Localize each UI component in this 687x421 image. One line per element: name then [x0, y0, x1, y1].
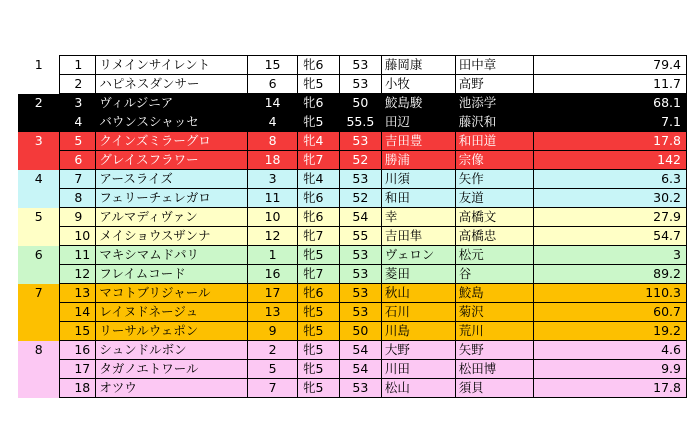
horse-name-cell: マキシマムドパリ — [96, 246, 248, 265]
sex-age-cell: 牝7 — [297, 227, 339, 246]
horse-name-cell: リーサルウェポン — [96, 322, 248, 341]
trainer-cell: 田中章 — [455, 56, 533, 75]
carried-weight-cell: 50 — [339, 322, 381, 341]
odds-cell: 9.9 — [533, 360, 686, 379]
odds-cell: 54.7 — [533, 227, 686, 246]
horse-number-cell: 5 — [60, 132, 96, 151]
odds-cell: 11.7 — [533, 75, 686, 94]
trainer-cell: 宗像 — [455, 151, 533, 170]
horse-name-cell: シュンドルボン — [96, 341, 248, 360]
popularity-cell: 3 — [248, 170, 298, 189]
race-entry-table — [18, 55, 687, 398]
carried-weight-cell: 54 — [339, 208, 381, 227]
gate-number — [18, 303, 60, 322]
jockey-cell: 川島 — [381, 322, 455, 341]
jockey-cell: 吉田隼 — [381, 227, 455, 246]
popularity-cell: 13 — [248, 303, 298, 322]
carried-weight-cell: 53 — [339, 379, 381, 398]
odds-cell: 6.3 — [533, 170, 686, 189]
horse-name-cell: グレイスフラワー — [96, 151, 248, 170]
horse-name-cell: マコトブリジャール — [96, 284, 248, 303]
horse-name-cell: フレイムコード — [96, 265, 248, 284]
odds-cell: 79.4 — [533, 56, 686, 75]
odds-cell: 19.2 — [533, 322, 686, 341]
table-row — [18, 227, 687, 246]
gate-number — [18, 322, 60, 341]
jockey-cell: 川須 — [381, 170, 455, 189]
table-row — [18, 360, 687, 379]
jockey-cell: 菱田 — [381, 265, 455, 284]
table-row — [18, 189, 687, 208]
gate-number: 8 — [18, 341, 60, 360]
sex-age-cell: 牝6 — [297, 284, 339, 303]
odds-cell: 4.6 — [533, 341, 686, 360]
gate-number — [18, 379, 60, 398]
table-row — [18, 56, 687, 75]
gate-number: 4 — [18, 170, 60, 189]
sex-age-cell: 牝5 — [297, 341, 339, 360]
horse-name-cell: ヴィルジニア — [96, 94, 248, 113]
horse-number-cell: 15 — [60, 322, 96, 341]
jockey-cell: 小牧 — [381, 75, 455, 94]
sex-age-cell: 牝6 — [297, 189, 339, 208]
carried-weight-cell: 53 — [339, 132, 381, 151]
race-entry-table-body — [18, 56, 687, 398]
horse-name-cell: リメインサイレント — [96, 56, 248, 75]
jockey-cell: 幸 — [381, 208, 455, 227]
horse-number-cell: 3 — [60, 94, 96, 113]
jockey-cell: 鮫島駿 — [381, 94, 455, 113]
horse-number-cell: 7 — [60, 170, 96, 189]
gate-number — [18, 151, 60, 170]
table-row — [18, 341, 687, 360]
gate-number: 6 — [18, 246, 60, 265]
table-row — [18, 284, 687, 303]
carried-weight-cell: 53 — [339, 56, 381, 75]
gate-number — [18, 113, 60, 132]
sex-age-cell: 牝7 — [297, 151, 339, 170]
sex-age-cell: 牝6 — [297, 208, 339, 227]
gate-number: 2 — [18, 94, 60, 113]
trainer-cell: 和田道 — [455, 132, 533, 151]
horse-name-cell: クインズミラーグロ — [96, 132, 248, 151]
trainer-cell: 藤沢和 — [455, 113, 533, 132]
trainer-cell: 高橋文 — [455, 208, 533, 227]
jockey-cell: 田辺 — [381, 113, 455, 132]
gate-number — [18, 265, 60, 284]
horse-name-cell: フェリーチェレガロ — [96, 189, 248, 208]
table-row — [18, 132, 687, 151]
gate-number: 5 — [18, 208, 60, 227]
sex-age-cell: 牝5 — [297, 246, 339, 265]
horse-number-cell: 11 — [60, 246, 96, 265]
table-row — [18, 151, 687, 170]
popularity-cell: 9 — [248, 322, 298, 341]
sex-age-cell: 牝4 — [297, 132, 339, 151]
carried-weight-cell: 55 — [339, 227, 381, 246]
trainer-cell: 高野 — [455, 75, 533, 94]
horse-number-cell: 14 — [60, 303, 96, 322]
trainer-cell: 荒川 — [455, 322, 533, 341]
trainer-cell: 高橋忠 — [455, 227, 533, 246]
trainer-cell: 松元 — [455, 246, 533, 265]
odds-cell: 60.7 — [533, 303, 686, 322]
horse-name-cell: アースライズ — [96, 170, 248, 189]
odds-cell: 17.8 — [533, 132, 686, 151]
popularity-cell: 2 — [248, 341, 298, 360]
odds-cell: 89.2 — [533, 265, 686, 284]
jockey-cell: 吉田豊 — [381, 132, 455, 151]
carried-weight-cell: 53 — [339, 303, 381, 322]
sex-age-cell: 牝6 — [297, 94, 339, 113]
popularity-cell: 6 — [248, 75, 298, 94]
horse-name-cell: バウンスシャッセ — [96, 113, 248, 132]
odds-cell: 17.8 — [533, 379, 686, 398]
popularity-cell: 18 — [248, 151, 298, 170]
horse-name-cell: タガノエトワール — [96, 360, 248, 379]
carried-weight-cell: 54 — [339, 360, 381, 379]
trainer-cell: 須貝 — [455, 379, 533, 398]
carried-weight-cell: 53 — [339, 75, 381, 94]
gate-number — [18, 360, 60, 379]
table-row — [18, 170, 687, 189]
popularity-cell: 7 — [248, 379, 298, 398]
horse-name-cell: アルマディヴァン — [96, 208, 248, 227]
popularity-cell: 8 — [248, 132, 298, 151]
carried-weight-cell: 53 — [339, 246, 381, 265]
sex-age-cell: 牝5 — [297, 303, 339, 322]
sex-age-cell: 牝5 — [297, 75, 339, 94]
popularity-cell: 17 — [248, 284, 298, 303]
horse-name-cell: メイショウスザンナ — [96, 227, 248, 246]
carried-weight-cell: 54 — [339, 341, 381, 360]
horse-name-cell: レイヌドネージュ — [96, 303, 248, 322]
horse-number-cell: 9 — [60, 208, 96, 227]
sex-age-cell: 牝5 — [297, 322, 339, 341]
horse-name-cell: ハピネスダンサー — [96, 75, 248, 94]
horse-number-cell: 17 — [60, 360, 96, 379]
horse-name-cell: オツウ — [96, 379, 248, 398]
table-row — [18, 265, 687, 284]
horse-number-cell: 4 — [60, 113, 96, 132]
sex-age-cell: 牝5 — [297, 113, 339, 132]
jockey-cell: 川田 — [381, 360, 455, 379]
sex-age-cell: 牝7 — [297, 265, 339, 284]
horse-number-cell: 6 — [60, 151, 96, 170]
popularity-cell: 11 — [248, 189, 298, 208]
horse-number-cell: 18 — [60, 379, 96, 398]
trainer-cell: 谷 — [455, 265, 533, 284]
carried-weight-cell: 53 — [339, 265, 381, 284]
popularity-cell: 4 — [248, 113, 298, 132]
horse-number-cell: 1 — [60, 56, 96, 75]
table-row — [18, 208, 687, 227]
sex-age-cell: 牝6 — [297, 56, 339, 75]
table-row — [18, 94, 687, 113]
trainer-cell: 池添学 — [455, 94, 533, 113]
popularity-cell: 5 — [248, 360, 298, 379]
sex-age-cell: 牝4 — [297, 170, 339, 189]
trainer-cell: 菊沢 — [455, 303, 533, 322]
popularity-cell: 16 — [248, 265, 298, 284]
odds-cell: 68.1 — [533, 94, 686, 113]
horse-number-cell: 12 — [60, 265, 96, 284]
gate-number — [18, 189, 60, 208]
gate-number: 1 — [18, 56, 60, 75]
table-row — [18, 113, 687, 132]
popularity-cell: 15 — [248, 56, 298, 75]
jockey-cell: ヴェロン — [381, 246, 455, 265]
carried-weight-cell: 52 — [339, 151, 381, 170]
horse-number-cell: 13 — [60, 284, 96, 303]
jockey-cell: 松山 — [381, 379, 455, 398]
jockey-cell: 石川 — [381, 303, 455, 322]
odds-cell: 110.3 — [533, 284, 686, 303]
sex-age-cell: 牝5 — [297, 379, 339, 398]
popularity-cell: 1 — [248, 246, 298, 265]
carried-weight-cell: 53 — [339, 284, 381, 303]
table-row — [18, 303, 687, 322]
table-row — [18, 379, 687, 398]
trainer-cell: 矢野 — [455, 341, 533, 360]
table-row — [18, 75, 687, 94]
carried-weight-cell: 55.5 — [339, 113, 381, 132]
popularity-cell: 10 — [248, 208, 298, 227]
trainer-cell: 松田博 — [455, 360, 533, 379]
odds-cell: 3 — [533, 246, 686, 265]
odds-cell: 7.1 — [533, 113, 686, 132]
jockey-cell: 秋山 — [381, 284, 455, 303]
odds-cell: 30.2 — [533, 189, 686, 208]
gate-number — [18, 227, 60, 246]
jockey-cell: 勝浦 — [381, 151, 455, 170]
horse-number-cell: 8 — [60, 189, 96, 208]
jockey-cell: 藤岡康 — [381, 56, 455, 75]
horse-number-cell: 2 — [60, 75, 96, 94]
sex-age-cell: 牝5 — [297, 360, 339, 379]
popularity-cell: 14 — [248, 94, 298, 113]
odds-cell: 27.9 — [533, 208, 686, 227]
table-row — [18, 322, 687, 341]
jockey-cell: 和田 — [381, 189, 455, 208]
trainer-cell: 友道 — [455, 189, 533, 208]
carried-weight-cell: 50 — [339, 94, 381, 113]
trainer-cell: 矢作 — [455, 170, 533, 189]
carried-weight-cell: 52 — [339, 189, 381, 208]
gate-number: 3 — [18, 132, 60, 151]
jockey-cell: 大野 — [381, 341, 455, 360]
odds-cell: 142 — [533, 151, 686, 170]
horse-number-cell: 10 — [60, 227, 96, 246]
table-row — [18, 246, 687, 265]
popularity-cell: 12 — [248, 227, 298, 246]
trainer-cell: 鮫島 — [455, 284, 533, 303]
gate-number: 7 — [18, 284, 60, 303]
gate-number — [18, 75, 60, 94]
carried-weight-cell: 53 — [339, 170, 381, 189]
horse-number-cell: 16 — [60, 341, 96, 360]
